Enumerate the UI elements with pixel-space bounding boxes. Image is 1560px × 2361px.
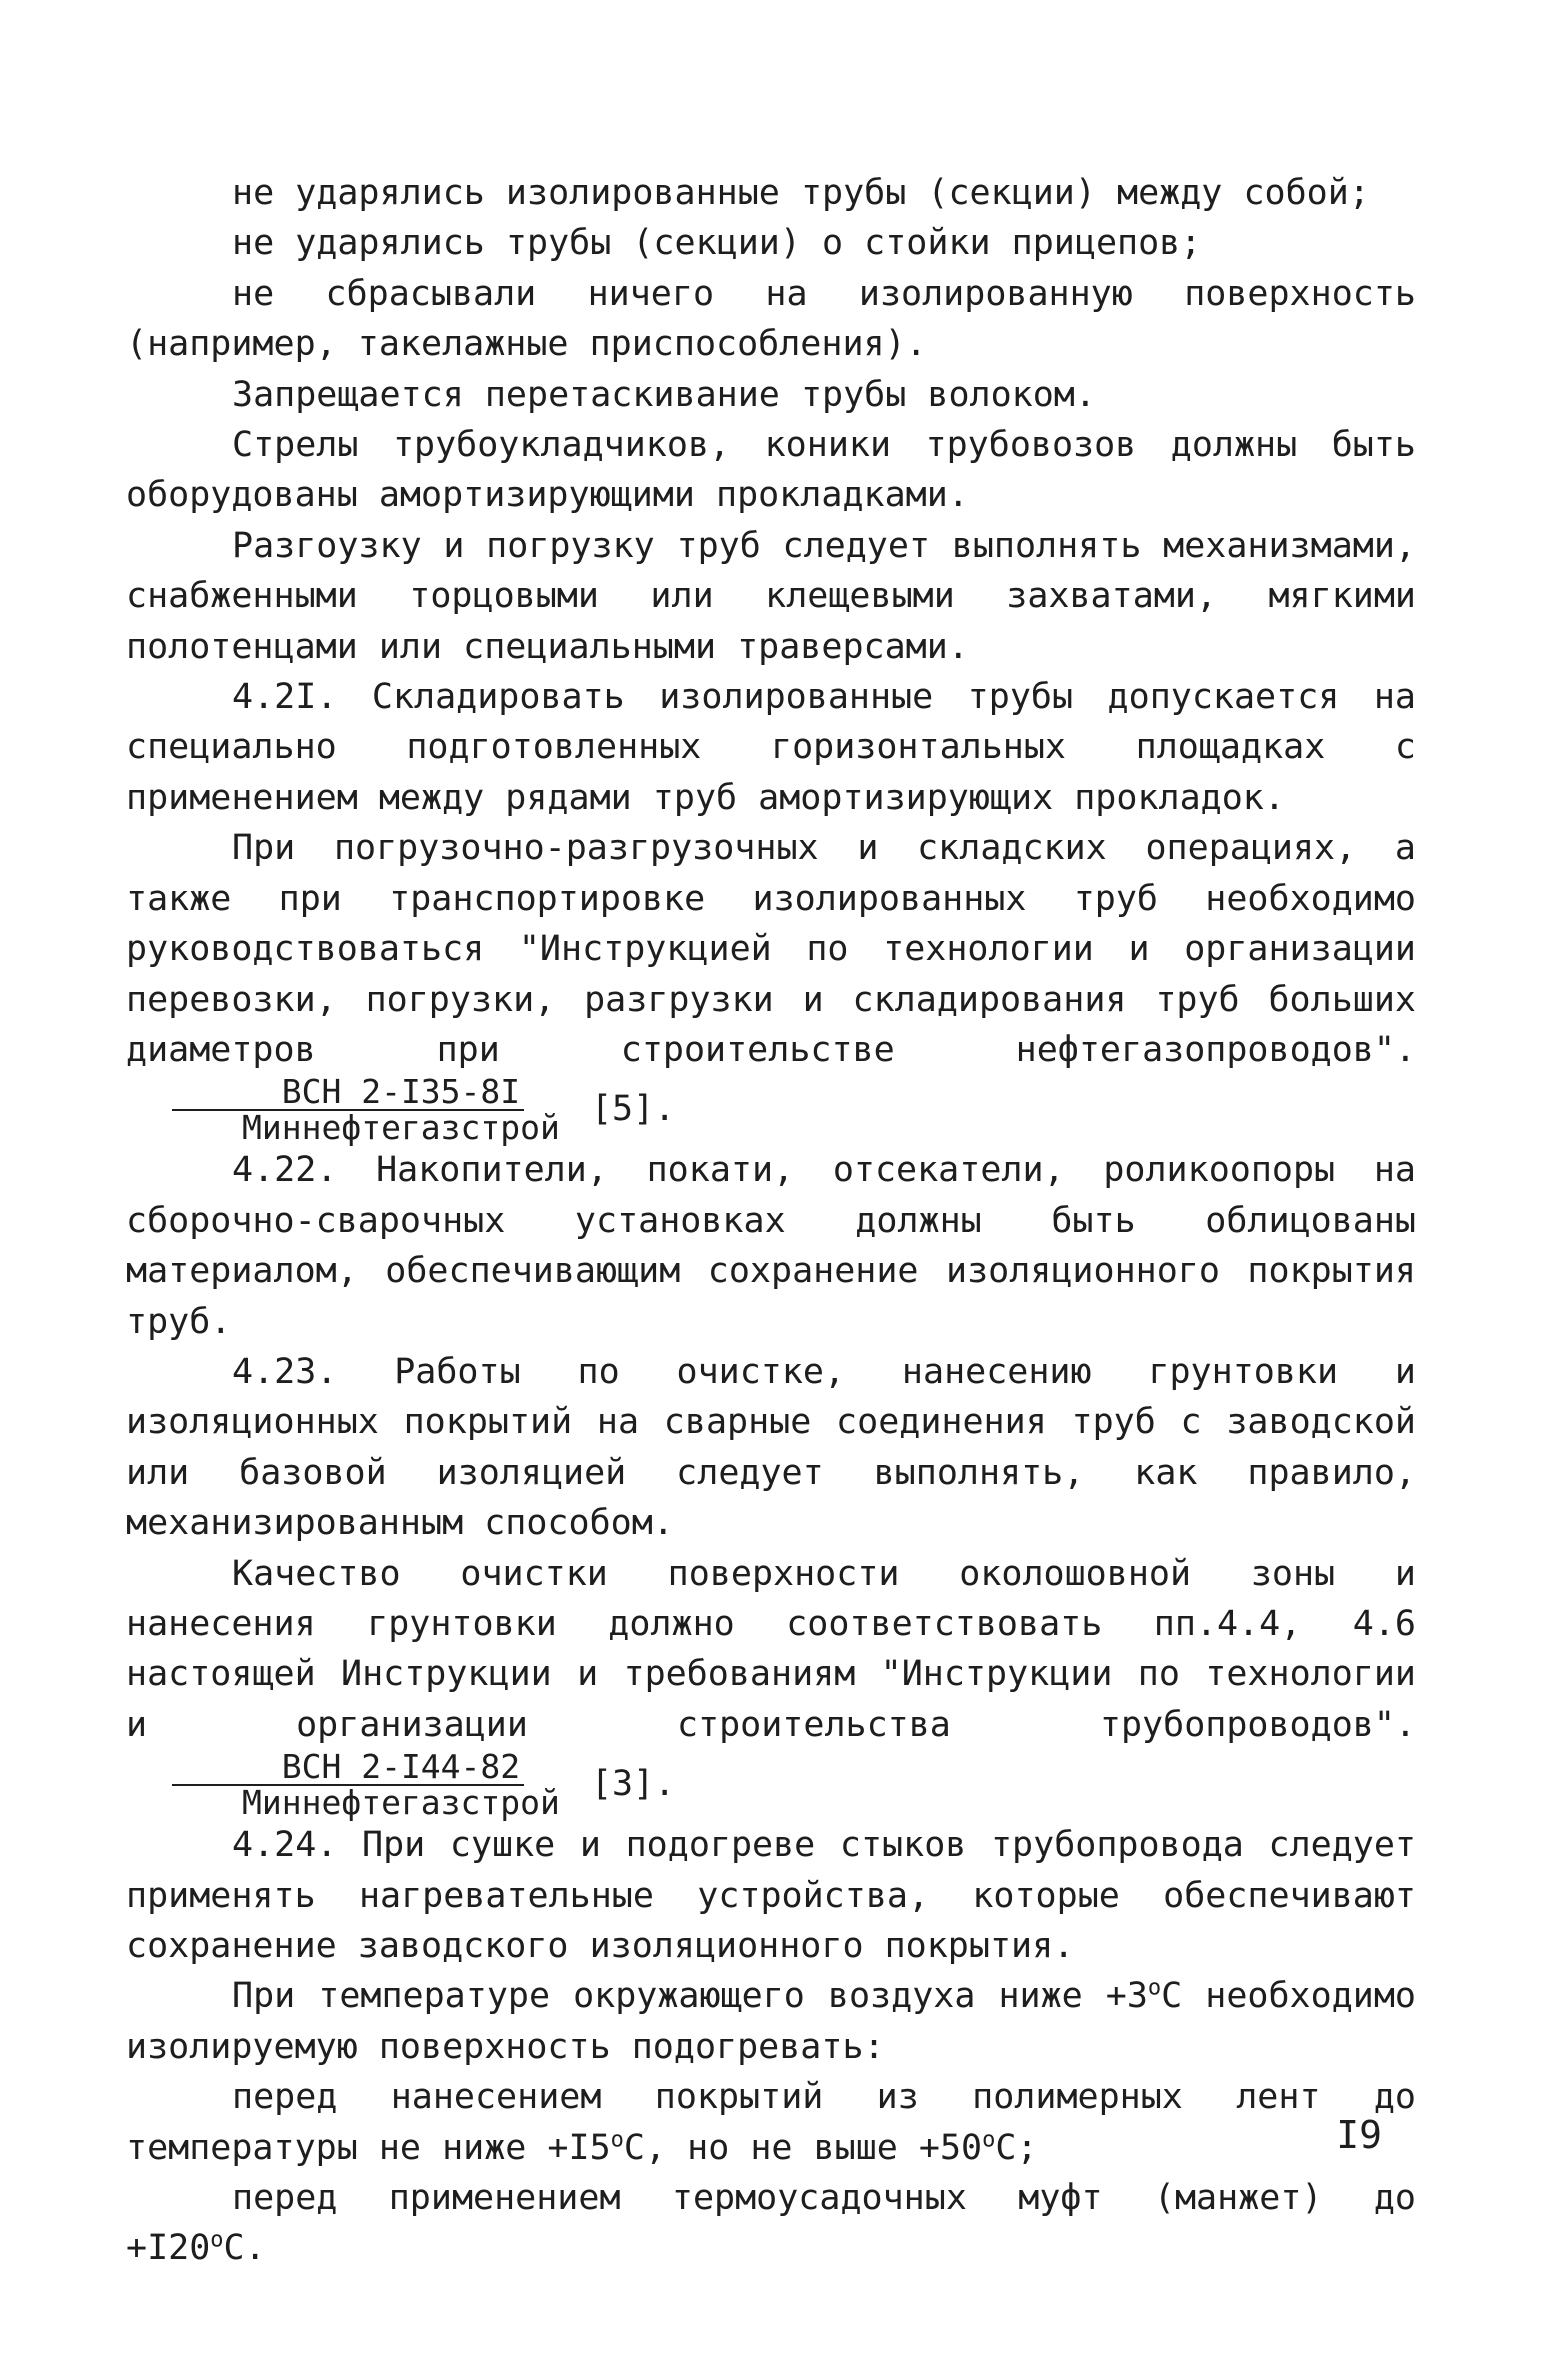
text-part: перед нанесением покрытий из полимерных лент до температуры не ниже +I5 <box>126 2077 1416 2168</box>
paragraph: Разгоузку и погрузку труб следует выполнять механизмами, снабженными торцовыми или клещевыми захватами, мягкими полотенцами или специальными траверсами. <box>126 525 1416 667</box>
paragraph-4-23: 4.23. Работы по очистке, нанесению грунтовки и изоляционных покрытий на сварные соединения труб с заводской или базовой изоляцией следует выполнять, как правило, механизированным способом. <box>126 1351 1416 1544</box>
degree-sign: о <box>1147 1975 1162 2001</box>
page-body <box>126 168 1416 2274</box>
paragraph-temperature <box>126 1971 1416 2072</box>
paragraph-temperature <box>126 2173 1416 2274</box>
paragraph: не сбрасывали ничего на изолированную поверхность (например, такелажные приспособления). <box>126 273 1416 365</box>
paragraph-temperature <box>126 2072 1416 2173</box>
paragraph: Запрещается перетаскивание трубы волоком. <box>232 374 1096 415</box>
paragraph-text: Качество очистки поверхности околошовной зоны и нанесения грунтовки должно соответствовать пп.4.4, 4.6 настоящей Инструкции и требованиям "Инструкции по технологии и организации строительства трубопроводов". <box>126 1553 1416 1745</box>
standard-reference-fraction <box>132 1747 564 1823</box>
standard-issuer: Миннефтегазстрой <box>242 1783 560 1823</box>
paragraph: не ударялись изолированные трубы (секции) между собой; <box>232 173 1370 213</box>
paragraph-reference <box>126 823 1416 1148</box>
text-part: С необходимо изолируемую поверхность подогревать: <box>126 1976 1416 2067</box>
page-number: I9 <box>1336 2113 1382 2157</box>
paragraph-text: При погрузочно-разгрузочных и складских операциях, а также при транспортировке изолированных труб необходимо руководствоваться "Инструкцией по технологии и организации перевозки, погрузки, разгрузки и складирования труб больших диаметров при строительстве нефтегазопроводов". <box>126 828 1416 1070</box>
degree-sign: о <box>210 2227 224 2253</box>
paragraph-4-24: 4.24. При сушке и подогреве стыков трубопровода следует применять нагревательные устройства, которые обеспечивают сохранение заводского изоляционного покрытия. <box>126 1825 1416 1966</box>
text-part: С. <box>223 2228 266 2269</box>
bibliography-ref: [3]. <box>590 1764 676 1805</box>
paragraph: Стрелы трубоукладчиков, коники трубовозов должны быть оборудованы амортизирующими прокладками. <box>126 425 1416 516</box>
standard-reference-fraction <box>132 1072 564 1148</box>
standard-code: ВСН 2-I44-82 <box>172 1750 524 1786</box>
paragraph-4-22: 4.22. Накопители, покати, отсекатели, роликоопоры на сборочно-сварочных установках должны быть облицованы материалом, обеспечивающим сохранение изоляционного покрытия труб. <box>126 1150 1416 1342</box>
standard-issuer: Миннефтегазстрой <box>242 1108 560 1148</box>
degree-sign: о <box>610 2126 624 2152</box>
bibliography-ref: [5]. <box>590 1089 676 1130</box>
degree-sign: о <box>982 2126 996 2152</box>
text-part: При температуре окружающего воздуха ниже +3 <box>232 1976 1148 2017</box>
paragraph: не ударялись трубы (секции) о стойки прицепов; <box>232 223 1202 264</box>
text-part: С; <box>995 2127 1038 2168</box>
paragraph-reference <box>126 1549 1416 1821</box>
text-part: перед применением термоусадочных муфт (манжет) до +I20 <box>126 2178 1416 2269</box>
text-part: С, но не выше +50 <box>623 2127 983 2168</box>
standard-code: ВСН 2-I35-8I <box>172 1075 524 1111</box>
paragraph-4-21: 4.2I. Складировать изолированные трубы допускается на специально подготовленных горизонтальных площадках с применением между рядами труб амортизирующих прокладок. <box>126 677 1416 818</box>
